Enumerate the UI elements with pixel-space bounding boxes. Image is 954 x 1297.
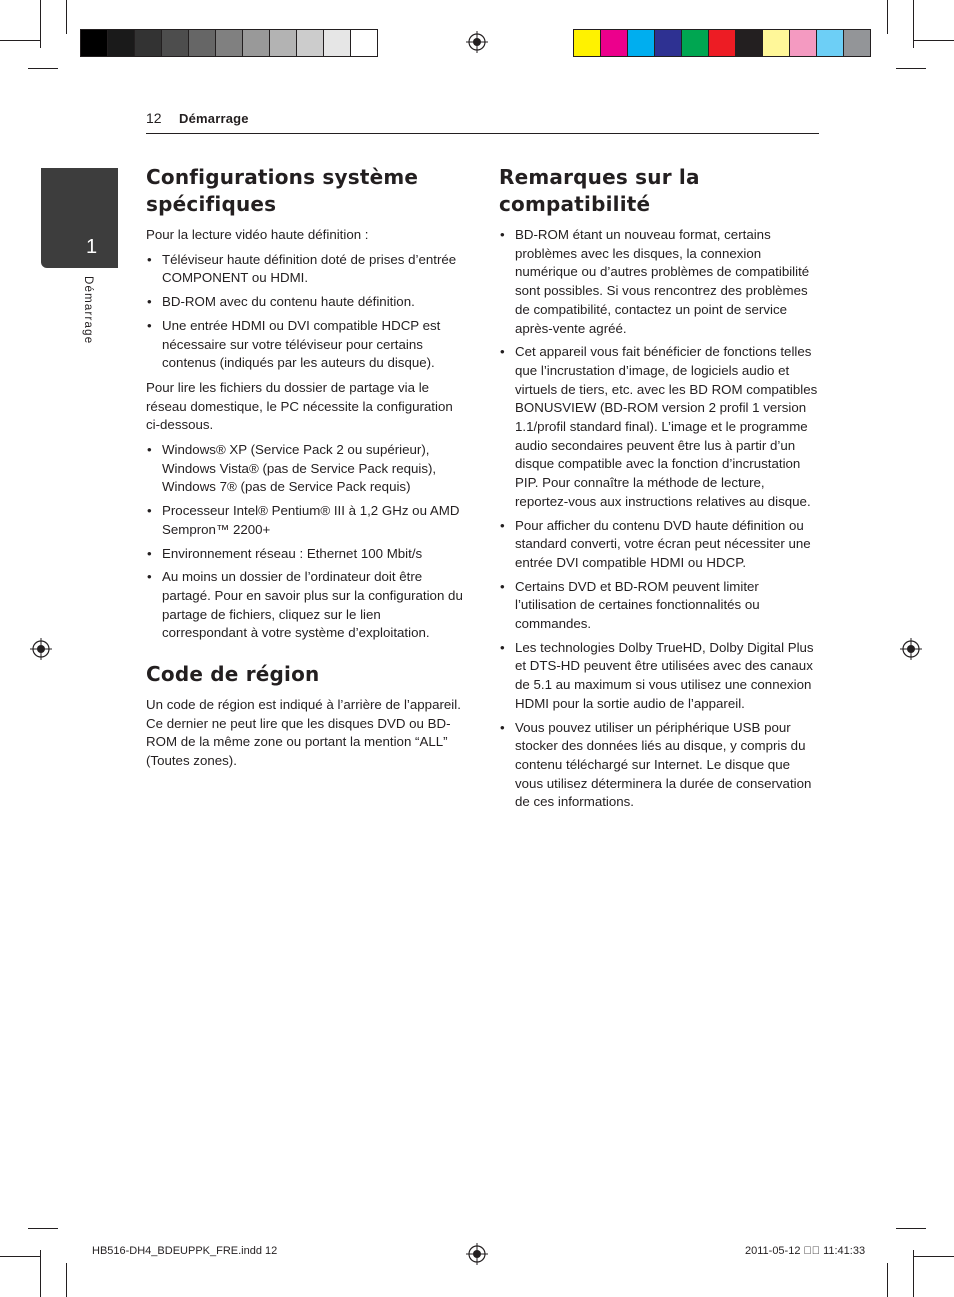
color-swatch [655, 30, 682, 56]
page-number: 12 [146, 110, 162, 126]
color-swatch [628, 30, 655, 56]
crop-mark [896, 1228, 926, 1229]
crop-mark [913, 1250, 914, 1297]
color-swatch [790, 30, 817, 56]
registration-mark-icon [466, 1243, 488, 1265]
registration-mark-icon [900, 638, 922, 660]
crop-mark [0, 1256, 40, 1257]
list-item: • BD-ROM avec du contenu haute définition. [146, 293, 468, 312]
section-title: Configurations système spécifiques [146, 165, 419, 216]
section-title: Remarques sur la compatibilité [499, 165, 700, 216]
section-title: Code de région [146, 662, 320, 687]
color-swatch [844, 30, 870, 56]
list-item: • BD-ROM étant un nouveau format, certains problèmes avec les disques, la connexion numérique ou d’autres problèmes de compatibilité sont possibles. Si vous rencontrez des problèmes de compatibilité, contactez un point de service après-vente agréé. [499, 226, 821, 338]
list-item: • Certains DVD et BD-ROM peuvent limiter l’utilisation de certaines fonctionnalités ou commandes. [499, 578, 821, 634]
running-header: Démarrage [179, 111, 249, 126]
right-column [499, 164, 821, 818]
crop-mark [40, 1250, 41, 1297]
list-item: • Une entrée HDMI ou DVI compatible HDCP est nécessaire sur votre téléviseur pour certains contenus (indiqués par les auteurs du disque). [146, 317, 468, 373]
paragraph: Un code de région est indiqué à l’arrière de l’appareil. Ce dernier ne peut lire que les disques DVD ou BD-ROM de la même zone ou portant la mention “ALL” (Toutes zones). [146, 697, 461, 769]
color-swatch [189, 30, 216, 56]
bullet-list [146, 441, 468, 643]
header-rule [146, 133, 819, 134]
crop-mark [66, 1263, 67, 1297]
list-item: • Vous pouvez utiliser un périphérique USB pour stocker des données liés au disque, y compris du contenu téléchargé sur Internet. Le disque que vous utilisez déterminera la durée de conservation de ces informations. [499, 719, 821, 813]
chapter-tab [41, 168, 118, 268]
crop-mark [0, 40, 40, 41]
registration-mark-icon [466, 31, 488, 53]
registration-mark-icon [30, 638, 52, 660]
bullet-list [146, 251, 468, 373]
crop-mark [914, 40, 954, 41]
list-item: • Téléviseur haute définition doté de prises d’entrée COMPONENT ou HDMI. [146, 251, 468, 288]
crop-mark [887, 0, 888, 34]
color-swatch [108, 30, 135, 56]
left-column [146, 164, 468, 777]
crop-mark [66, 0, 67, 34]
paragraph: Pour la lecture vidéo haute définition : [146, 227, 369, 242]
color-bar [573, 29, 871, 57]
color-swatch [817, 30, 844, 56]
crop-mark [887, 1263, 888, 1297]
paragraph: Pour lire les fichiers du dossier de partage via le réseau domestique, le PC nécessite la configuration ci-dessous. [146, 379, 453, 433]
color-swatch [601, 30, 628, 56]
chapter-number: 1 [86, 236, 98, 258]
color-swatch [763, 30, 790, 56]
list-item: • Environnement réseau : Ethernet 100 Mbit/s [146, 545, 468, 564]
crop-mark [28, 68, 58, 69]
chapter-label: Démarrage [82, 276, 94, 345]
footer-timestamp: 2011-05-12 ￿￿ 11:41:33 [745, 1245, 866, 1257]
crop-mark [28, 1228, 58, 1229]
crop-mark [914, 1256, 954, 1257]
list-item: • Cet appareil vous fait bénéficier de fonctions telles que l’incrustation d’image, de logiciels audio et virtuels de tiers, etc. avec les BD ROM compatibles BONUSVIEW (BD-ROM version 2 profil 1 version 1.1/profil standard final). L’image et le programme audio secondaires peuvent être lus à partir d’un disque compatible avec la fonction d’incrustation PIP. Pour connaître la méthode de lecture, reportez-vous aux instructions relatives au disque. [499, 343, 821, 511]
list-item: • Au moins un dossier de l’ordinateur doit être partagé. Pour en savoir plus sur la configuration du partage de fichiers, cliquez sur le lien correspondant à votre système d’exploitation. [146, 568, 468, 643]
list-item: • Les technologies Dolby TrueHD, Dolby Digital Plus et DTS-HD peuvent être utilisées avec des canaux de 5.1 au maximum si vous utilisez une connexion HDMI pour la sortie audio de l’appareil. [499, 639, 821, 714]
color-swatch [351, 30, 377, 56]
list-item: • Windows® XP (Service Pack 2 ou supérieur), Windows Vista® (pas de Service Pack requis), Windows 7® (pas de Service Pack requis) [146, 441, 468, 497]
footer-filename: HB516-DH4_BDEUPPK_FRE.indd 12 [92, 1245, 278, 1257]
color-swatch [324, 30, 351, 56]
color-swatch [243, 30, 270, 56]
color-swatch [297, 30, 324, 56]
list-item: • Pour afficher du contenu DVD haute définition ou standard converti, votre écran peut nécessiter une entrée DVI compatible HDMI ou HDCP. [499, 517, 821, 573]
crop-mark [896, 68, 926, 69]
list-item: • Processeur Intel® Pentium® III à 1,2 GHz ou AMD Sempron™ 2200+ [146, 502, 468, 539]
crop-mark [40, 0, 41, 48]
color-swatch [709, 30, 736, 56]
bullet-list [499, 226, 821, 812]
color-swatch [135, 30, 162, 56]
color-swatch [574, 30, 601, 56]
color-swatch [162, 30, 189, 56]
color-swatch [682, 30, 709, 56]
color-swatch [81, 30, 108, 56]
color-swatch [270, 30, 297, 56]
color-swatch [736, 30, 763, 56]
color-swatch [216, 30, 243, 56]
grayscale-bar [80, 29, 378, 57]
